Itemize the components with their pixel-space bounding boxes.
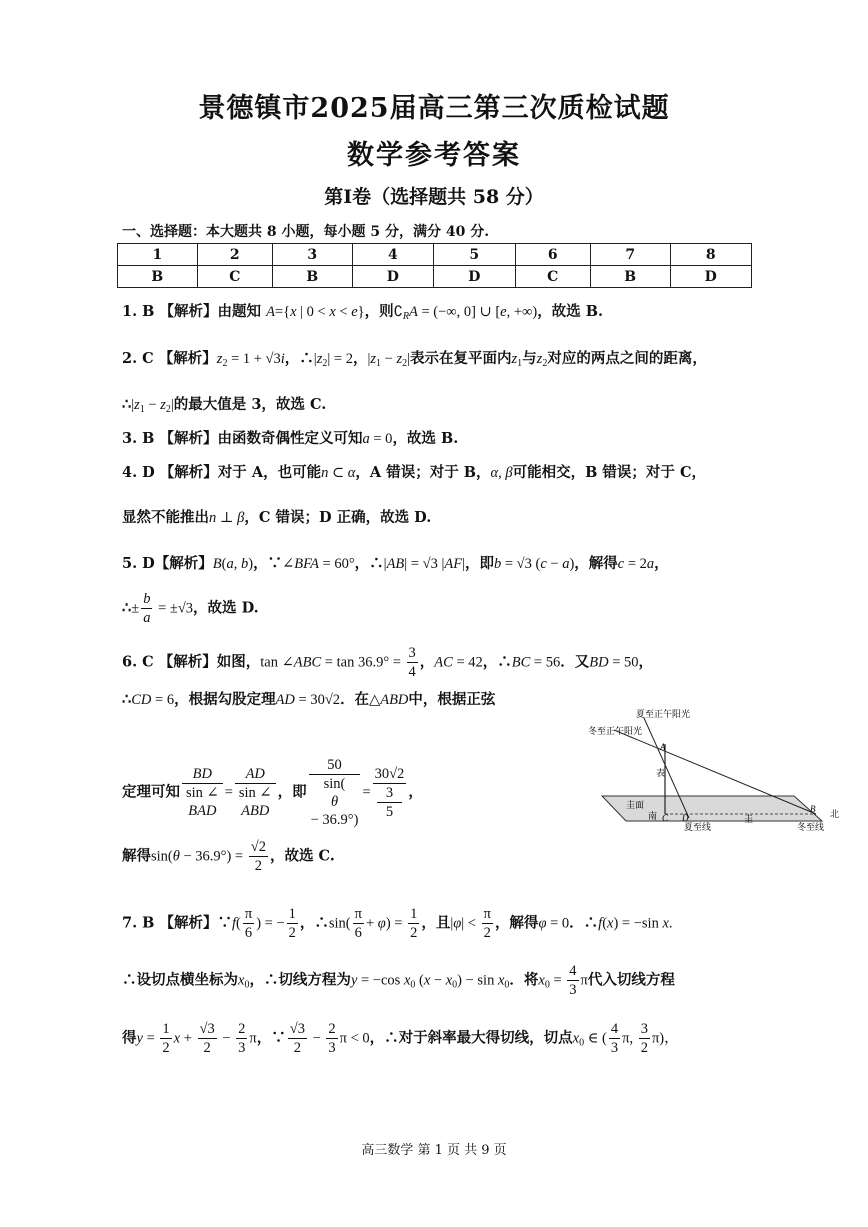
solution-7-line-3: 得y = $\frac{1}{2}$ x + $\frac{√3}{2}$ − $\frac{2}{3}$ π，∵ $\frac{√3}{2}$ − $\frac{2}{3}$ π < 0，∴对于斜率最大得切线，切点$x_0$ ∈ ( $\frac{4}{3}$ π, $\frac{3}{2}$ π)， <box>122 1021 679 1056</box>
solution-1: 1. B 【解析】由题知 A={x | 0 < x < e}，则$∁_RA$ = (−∞, 0] ∪ [e, +∞)，故选 B. <box>122 303 604 322</box>
gui-label: 圭 <box>744 815 754 825</box>
solution-6-line-4: 解得sin(θ − 36.9°) = $\frac{√2}{2}$ ，故选 C. <box>122 839 335 874</box>
solution-6-line-2: ∴CD = 6，根据勾股定理AD = 30√2．在△ABD中，根据正弦 <box>122 691 496 708</box>
document-title: 景德镇市2025届高三第三次质检试题 <box>198 93 670 124</box>
table-row-numbers <box>118 244 752 266</box>
table-cell: 6 <box>515 244 590 266</box>
solution-5-line-2: ∴± $\frac{b}{a}$ = ±√3，故选 D. <box>122 591 259 626</box>
section-heading: 一、选择题：本大题共 8 小题，每小题 5 分，满分 40 分. <box>122 224 490 240</box>
page-footer: 高三数学 第 1 页 共 9 页 <box>361 1143 507 1158</box>
table-cell: 1 <box>118 244 198 266</box>
table-cell: 4 <box>352 244 433 266</box>
solution-7-line-2: ∴设切点横坐标为$x_0$，∴切线方程为y = −cos $x_0$ $(x - x_0) - \sin x_0$．将$x_0$ = $\frac{4}{3}$ π代入切线方程 <box>122 963 675 998</box>
solution-5: 5. D【解析】B(a, b)，∵∠BFA = 60°，∴|AB| = √3 |AF|，即b = √3 (c − a)，解得c = 2a， <box>122 555 669 572</box>
table-cell: 8 <box>670 244 752 266</box>
solution-2: 2. C 【解析】$z_2 = 1 + √3i$，$\therefore|z_2| = 2$，$|z_1 - z_2|$表示在复平面内$z_1$与$z_2$对应的两点之间的距离， <box>122 350 707 369</box>
answer-table <box>117 243 752 288</box>
gnomon-diagram <box>584 700 846 840</box>
point-b-label: B <box>810 804 816 814</box>
solution-7: 7. B 【解析】∵f( $\frac{\pi}{6}$ ) = − $\frac{1}{2}$ ，∴sin( $\frac{\pi}{6}$ + φ) = $\frac{1}{2}$ ，且|φ| < $\frac{\pi}{2}$ ，解得φ = 0．∴f(x) = −sin x. <box>122 906 673 941</box>
table-cell: 2 <box>197 244 272 266</box>
table-cell: B <box>118 266 198 288</box>
table-cell: 7 <box>590 244 670 266</box>
table-cell: 5 <box>434 244 515 266</box>
table-row-answers <box>118 266 752 288</box>
winter-line-label: 冬至线 <box>797 823 825 833</box>
ground-label: 圭面 <box>626 801 645 811</box>
south-label: 南 <box>648 812 658 822</box>
solution-2-line-2: $\therefore|z_1 - z_2|$的最大值是 3，故选 C. <box>122 396 327 415</box>
table-cell: D <box>670 266 752 288</box>
summer-line-label: 夏至线 <box>684 823 712 833</box>
part-heading: 第I卷（选择题共 58 分） <box>324 186 544 208</box>
table-cell: B <box>272 266 352 288</box>
pole-label: 表 <box>656 769 666 779</box>
document-subtitle: 数学参考答案 <box>347 140 521 171</box>
summer-sun-label: 夏至正午阳光 <box>636 710 691 720</box>
point-a-label: A <box>660 742 666 752</box>
table-cell: 3 <box>272 244 352 266</box>
point-c-label: C <box>662 813 669 823</box>
point-d-label: D <box>682 813 689 823</box>
north-label: 北 <box>830 810 840 820</box>
table-cell: C <box>197 266 272 288</box>
solution-6: 6. C 【解析】如图，tan ∠ABC = tan 36.9° = $\frac{3}{4}$ ，AC = 42，∴BC = 56．又BD = 50， <box>122 645 654 680</box>
winter-sun-label: 冬至正午阳光 <box>588 727 643 737</box>
solution-4-line-2: 显然不能推出n ⊥ β，C 错误；D 正确，故选 D. <box>122 509 432 526</box>
solution-3: 3. B 【解析】由函数奇偶性定义可知a = 0，故选 B. <box>122 430 459 447</box>
solution-6-line-3: 定理可知 BD sin ∠ BAD = AD sin ∠ ABD ，即 50 sin( θ − 36.9°) = 30√2 3 5 ， <box>122 757 423 828</box>
table-cell: D <box>352 266 433 288</box>
table-cell: C <box>515 266 590 288</box>
table-cell: B <box>590 266 670 288</box>
table-cell: D <box>434 266 515 288</box>
solution-4: 4. D 【解析】对于 A，也可能n ⊂ α，A 错误；对于 B，α, β可能相交，B 错误；对于 C， <box>122 464 707 481</box>
